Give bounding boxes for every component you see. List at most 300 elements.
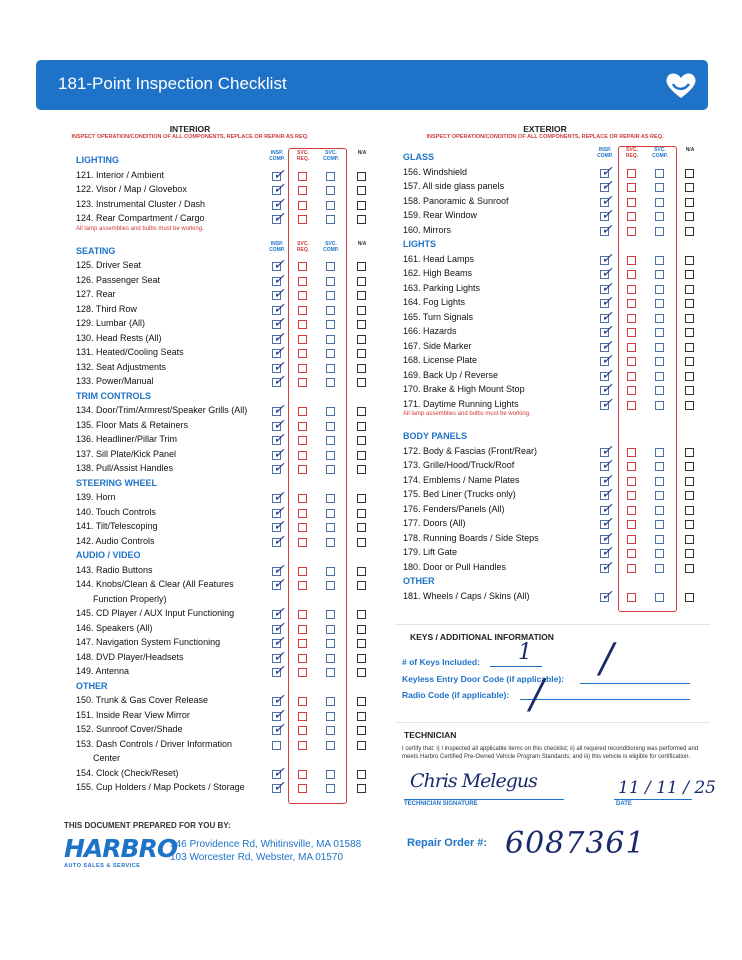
service-required-checkbox[interactable] — [298, 770, 307, 779]
interior-group-header: OTHER — [76, 680, 108, 691]
service-required-checkbox[interactable] — [627, 520, 636, 529]
keys-title: KEYS / ADDITIONAL INFORMATION — [410, 632, 554, 642]
service-completed-checkbox[interactable] — [326, 186, 335, 195]
interior-note: All lamp assemblies and bulbs must be working. — [76, 225, 204, 232]
na-checkbox[interactable] — [685, 169, 694, 178]
technician-certification: I certify that: i) I inspected all applicable items on this checklist; ii) all required reconditioning was performed and meets Harbro Certified Pre-Owned Vehicle Program Standards; and iii) this vehicle is eligible for certification. — [402, 746, 699, 760]
service-completed-checkbox[interactable] — [655, 212, 664, 221]
na-checkbox[interactable] — [357, 186, 366, 195]
service-completed-checkbox[interactable] — [655, 343, 664, 352]
na-checkbox[interactable] — [685, 183, 694, 192]
exterior-item-label: 157. All side glass panels — [403, 181, 505, 191]
na-checkbox[interactable] — [357, 581, 366, 590]
service-required-checkbox[interactable] — [298, 364, 307, 373]
na-checkbox[interactable] — [357, 741, 366, 750]
service-completed-checkbox[interactable] — [326, 172, 335, 181]
exterior-item-label: 169. Back Up / Reverse — [403, 369, 499, 380]
exterior-group-header: GLASS — [403, 152, 435, 162]
interior-item-label: 132. Seat Adjustments — [76, 361, 167, 372]
exterior-item-label: 160. Mirrors — [403, 224, 452, 235]
service-completed-checkbox[interactable] — [326, 712, 335, 721]
na-checkbox[interactable] — [357, 172, 366, 181]
service-completed-checkbox[interactable] — [326, 697, 335, 706]
service-completed-checkbox[interactable] — [326, 494, 335, 503]
service-required-checkbox[interactable] — [627, 328, 636, 337]
na-checkbox[interactable] — [357, 291, 366, 300]
service-required-checkbox[interactable] — [627, 299, 636, 308]
repair-order-label: Repair Order #: — [407, 837, 488, 849]
na-checkbox[interactable] — [357, 364, 366, 373]
na-checkbox[interactable] — [357, 201, 366, 210]
na-checkbox[interactable] — [357, 697, 366, 706]
service-completed-checkbox[interactable] — [326, 639, 335, 648]
na-checkbox[interactable] — [685, 549, 694, 558]
service-completed-checkbox[interactable] — [326, 741, 335, 750]
service-completed-checkbox[interactable] — [326, 625, 335, 634]
exterior-item-label: 156. Windshield — [403, 166, 468, 177]
service-required-checkbox[interactable] — [627, 564, 636, 573]
na-checkbox[interactable] — [685, 270, 694, 279]
exterior-item-label: 158. Panoramic & Sunroof — [403, 195, 509, 206]
na-checkbox[interactable] — [685, 285, 694, 294]
service-completed-checkbox[interactable] — [655, 270, 664, 279]
service-completed-checkbox[interactable] — [655, 314, 664, 323]
service-completed-checkbox[interactable] — [655, 401, 664, 410]
na-checkbox[interactable] — [357, 436, 366, 445]
interior-item-label: 144. Knobs/Clean & Clear (All Features — [76, 579, 234, 589]
exterior-item-label: 174. Emblems / Name Plates — [403, 474, 520, 485]
handwritten-check-icon: ✓ — [273, 459, 285, 475]
exterior-column-header: SVC. COMP. — [652, 147, 668, 159]
interior-item-label: 130. Head Rests (All) — [76, 332, 162, 343]
handwritten-check-icon: ✓ — [601, 543, 613, 559]
service-required-checkbox[interactable] — [298, 784, 307, 793]
service-completed-checkbox[interactable] — [655, 462, 664, 471]
exterior-item-label: 165. Turn Signals — [403, 311, 474, 322]
handwritten-check-icon: ✓ — [601, 528, 613, 545]
service-required-checkbox[interactable] — [627, 372, 636, 381]
signature-line — [404, 799, 564, 800]
interior-item-label: 142. Audio Controls — [76, 535, 155, 546]
service-required-checkbox[interactable] — [627, 343, 636, 352]
service-required-checkbox[interactable] — [298, 581, 307, 590]
interior-item-label: 137. Sill Plate/Kick Panel — [76, 448, 177, 459]
na-checkbox[interactable] — [357, 712, 366, 721]
signature-date[interactable]: 11 / 11 / 25 — [618, 778, 716, 798]
exterior-item-label: 159. Rear Window — [403, 210, 478, 220]
service-required-checkbox[interactable] — [298, 320, 307, 329]
na-checkbox[interactable] — [357, 784, 366, 793]
interior-item-label: Center — [93, 753, 121, 763]
handwritten-check-icon: ✓ — [273, 488, 285, 504]
heart-icon — [664, 70, 698, 100]
handwritten-check-icon: ✓ — [273, 357, 285, 374]
na-checkbox[interactable] — [685, 372, 694, 381]
service-completed-checkbox[interactable] — [655, 506, 664, 515]
na-checkbox[interactable] — [357, 306, 366, 315]
service-required-checkbox[interactable] — [627, 506, 636, 515]
exterior-item-label: 171. Daytime Running Lights — [403, 398, 519, 409]
na-checkbox[interactable] — [357, 378, 366, 387]
service-completed-checkbox[interactable] — [326, 262, 335, 271]
na-checkbox[interactable] — [357, 465, 366, 474]
service-required-checkbox[interactable] — [627, 593, 636, 602]
keyless-code-label: Keyless Entry Door Code (if applicable): — [402, 674, 565, 684]
service-completed-checkbox[interactable] — [326, 784, 335, 793]
service-completed-checkbox[interactable] — [326, 770, 335, 779]
interior-item-label: 141. Tilt/Telescoping — [76, 521, 158, 531]
interior-item-label: 148. DVD Player/Headsets — [76, 651, 184, 662]
service-completed-checkbox[interactable] — [655, 328, 664, 337]
service-required-checkbox[interactable] — [298, 654, 307, 663]
service-required-checkbox[interactable] — [298, 465, 307, 474]
na-checkbox[interactable] — [685, 328, 694, 337]
service-completed-checkbox[interactable] — [326, 407, 335, 416]
na-checkbox[interactable] — [357, 567, 366, 576]
service-required-checkbox[interactable] — [298, 567, 307, 576]
service-completed-checkbox[interactable] — [326, 378, 335, 387]
num-keys-line — [490, 666, 542, 667]
service-completed-checkbox[interactable] — [326, 422, 335, 431]
service-required-checkbox[interactable] — [298, 349, 307, 358]
na-checkbox[interactable] — [685, 491, 694, 500]
service-required-checkbox[interactable] — [298, 291, 307, 300]
handwritten-check-icon: ✓ — [273, 618, 285, 635]
na-checkbox[interactable] — [685, 564, 694, 573]
handwritten-check-icon: ✓ — [273, 415, 285, 432]
service-completed-checkbox[interactable] — [655, 285, 664, 294]
exterior-item-label: 164. Fog Lights — [403, 297, 466, 307]
handwritten-check-icon: ✓ — [273, 763, 285, 780]
na-checkbox[interactable] — [685, 448, 694, 457]
handwritten-check-icon: ✓ — [601, 206, 613, 222]
repair-order-value[interactable]: 6087361 — [505, 826, 646, 861]
interior-group-header: AUDIO / VIDEO — [76, 550, 141, 560]
na-checkbox[interactable] — [357, 639, 366, 648]
service-required-checkbox[interactable] — [298, 378, 307, 387]
handwritten-check-icon: ✓ — [273, 194, 285, 211]
logo-text: HARBRO — [64, 834, 178, 863]
service-required-checkbox[interactable] — [298, 523, 307, 532]
na-checkbox[interactable] — [685, 506, 694, 515]
service-completed-checkbox[interactable] — [655, 183, 664, 192]
radio-code-line — [520, 699, 690, 700]
inspected-checkbox[interactable] — [272, 741, 281, 750]
na-checkbox[interactable] — [357, 320, 366, 329]
na-checkbox[interactable] — [685, 299, 694, 308]
service-completed-checkbox[interactable] — [326, 291, 335, 300]
service-required-checkbox[interactable] — [298, 494, 307, 503]
interior-item-label: 124. Rear Compartment / Cargo — [76, 213, 205, 223]
na-checkbox[interactable] — [357, 625, 366, 634]
handwritten-check-icon: ✓ — [601, 293, 613, 309]
handwritten-check-icon: ✓ — [601, 162, 613, 179]
prepared-by-label: THIS DOCUMENT PREPARED FOR YOU BY: — [64, 821, 231, 830]
service-required-checkbox[interactable] — [298, 625, 307, 634]
service-required-checkbox[interactable] — [627, 169, 636, 178]
interior-item-label: 125. Driver Seat — [76, 260, 142, 270]
service-completed-checkbox[interactable] — [655, 386, 664, 395]
na-checkbox[interactable] — [685, 314, 694, 323]
exterior-item-label: 163. Parking Lights — [403, 282, 481, 293]
service-completed-checkbox[interactable] — [655, 227, 664, 236]
na-checkbox[interactable] — [685, 477, 694, 486]
service-required-checkbox[interactable] — [627, 448, 636, 457]
na-checkbox[interactable] — [357, 610, 366, 619]
service-required-checkbox[interactable] — [627, 462, 636, 471]
interior-item-label: 153. Dash Controls / Driver Information — [76, 738, 233, 749]
handwritten-check-icon: ✓ — [601, 456, 613, 472]
interior-group-header: SEATING — [76, 245, 116, 256]
service-completed-checkbox[interactable] — [326, 726, 335, 735]
service-required-checkbox[interactable] — [298, 610, 307, 619]
service-required-checkbox[interactable] — [298, 436, 307, 445]
na-checkbox[interactable] — [685, 256, 694, 265]
handwritten-check-icon: ✓ — [601, 336, 613, 353]
service-required-checkbox[interactable] — [298, 509, 307, 518]
na-checkbox[interactable] — [357, 523, 366, 532]
service-required-checkbox[interactable] — [627, 535, 636, 544]
interior-item-label: 131. Heated/Cooling Seats — [76, 347, 184, 357]
service-required-checkbox[interactable] — [298, 186, 307, 195]
service-required-checkbox[interactable] — [298, 277, 307, 286]
handwritten-check-icon: ✓ — [601, 441, 613, 458]
interior-column-header: SVC. REQ. — [296, 240, 310, 253]
num-keys-label: # of Keys Included: — [402, 657, 480, 667]
service-completed-checkbox[interactable] — [326, 668, 335, 677]
technician-signature[interactable]: Chris Melegus — [410, 770, 537, 792]
handwritten-check-icon: ✓ — [273, 575, 285, 591]
na-checkbox[interactable] — [685, 535, 694, 544]
service-required-checkbox[interactable] — [298, 697, 307, 706]
service-required-checkbox[interactable] — [627, 549, 636, 558]
service-completed-checkbox[interactable] — [326, 610, 335, 619]
exterior-item-label: 172. Body & Fascias (Front/Rear) — [403, 445, 538, 456]
handwritten-check-icon: ✓ — [601, 499, 613, 516]
service-completed-checkbox[interactable] — [655, 198, 664, 207]
service-completed-checkbox[interactable] — [326, 215, 335, 224]
service-required-checkbox[interactable] — [627, 183, 636, 192]
harbro-logo — [64, 834, 177, 869]
service-required-checkbox[interactable] — [298, 407, 307, 416]
handwritten-check-icon: ✓ — [273, 209, 285, 225]
service-completed-checkbox[interactable] — [655, 256, 664, 265]
service-completed-checkbox[interactable] — [655, 372, 664, 381]
exterior-column-header: N/A — [685, 147, 695, 153]
service-completed-checkbox[interactable] — [655, 564, 664, 573]
service-completed-checkbox[interactable] — [655, 520, 664, 529]
interior-item-label: 135. Floor Mats & Retainers — [76, 419, 189, 430]
na-checkbox[interactable] — [685, 198, 694, 207]
na-checkbox[interactable] — [685, 386, 694, 395]
service-completed-checkbox[interactable] — [326, 201, 335, 210]
radio-code-value[interactable]: / — [530, 672, 544, 718]
na-checkbox[interactable] — [357, 349, 366, 358]
service-required-checkbox[interactable] — [298, 451, 307, 460]
handwritten-check-icon: ✓ — [273, 314, 285, 330]
handwritten-check-icon: ✓ — [601, 365, 613, 382]
na-checkbox[interactable] — [357, 215, 366, 224]
exterior-column-header: SVC. REQ. — [625, 147, 639, 159]
service-required-checkbox[interactable] — [627, 270, 636, 279]
interior-item-label: 155. Cup Holders / Map Pockets / Storage — [76, 782, 245, 792]
interior-item-label: 122. Visor / Map / Glovebox — [76, 184, 187, 194]
service-required-checkbox[interactable] — [298, 422, 307, 431]
address-block — [170, 838, 361, 864]
handwritten-check-icon: ✓ — [273, 372, 285, 388]
interior-group-header: TRIM CONTROLS — [76, 390, 151, 401]
handwritten-check-icon: ✓ — [273, 705, 285, 722]
na-checkbox[interactable] — [685, 227, 694, 236]
handwritten-check-icon: ✓ — [601, 470, 613, 487]
service-completed-checkbox[interactable] — [326, 349, 335, 358]
service-completed-checkbox[interactable] — [326, 306, 335, 315]
service-completed-checkbox[interactable] — [326, 465, 335, 474]
service-required-checkbox[interactable] — [627, 285, 636, 294]
service-completed-checkbox[interactable] — [655, 169, 664, 178]
service-required-checkbox[interactable] — [627, 401, 636, 410]
address-line-1: 546 Providence Rd, Whitinsville, MA 01588 — [170, 839, 362, 850]
handwritten-check-icon: ✓ — [273, 165, 285, 182]
service-required-checkbox[interactable] — [298, 726, 307, 735]
service-required-checkbox[interactable] — [298, 172, 307, 181]
service-completed-checkbox[interactable] — [655, 549, 664, 558]
interior-item-label: 146. Speakers (All) — [76, 622, 153, 633]
keyless-code-value[interactable]: / — [600, 636, 614, 682]
na-checkbox[interactable] — [685, 401, 694, 410]
service-completed-checkbox[interactable] — [326, 538, 335, 547]
exterior-item-label: 175. Bed Liner (Trucks only) — [403, 489, 516, 499]
service-required-checkbox[interactable] — [627, 227, 636, 236]
handwritten-check-icon: ✓ — [273, 343, 285, 359]
na-checkbox[interactable] — [357, 262, 366, 271]
handwritten-check-icon: ✓ — [601, 264, 613, 280]
handwritten-check-icon: ✓ — [601, 307, 613, 324]
service-required-checkbox[interactable] — [298, 215, 307, 224]
service-completed-checkbox[interactable] — [655, 448, 664, 457]
handwritten-check-icon: ✓ — [273, 270, 285, 287]
service-completed-checkbox[interactable] — [655, 535, 664, 544]
exterior-group-header: LIGHTS — [403, 239, 436, 249]
handwritten-check-icon: ✓ — [601, 557, 613, 574]
handwritten-check-icon: ✓ — [273, 180, 285, 196]
interior-group-header: STEERING WHEEL — [76, 477, 158, 488]
handwritten-check-icon: ✓ — [273, 633, 285, 649]
service-required-checkbox[interactable] — [298, 201, 307, 210]
interior-item-label: 145. CD Player / AUX Input Functioning — [76, 608, 235, 618]
service-required-checkbox[interactable] — [627, 198, 636, 207]
service-completed-checkbox[interactable] — [655, 299, 664, 308]
service-required-checkbox[interactable] — [627, 256, 636, 265]
handwritten-check-icon: ✓ — [601, 278, 613, 295]
exterior-item-label: 166. Hazards — [403, 326, 457, 336]
na-checkbox[interactable] — [357, 509, 366, 518]
handwritten-check-icon: ✓ — [273, 720, 285, 736]
service-required-checkbox[interactable] — [298, 262, 307, 271]
handwritten-check-icon: ✓ — [601, 177, 613, 193]
page-title: 181-Point Inspection Checklist — [58, 74, 287, 93]
handwritten-check-icon: ✓ — [273, 604, 285, 620]
na-checkbox[interactable] — [357, 451, 366, 460]
service-completed-checkbox[interactable] — [655, 357, 664, 366]
service-completed-checkbox[interactable] — [326, 320, 335, 329]
service-required-checkbox[interactable] — [298, 741, 307, 750]
interior-item-label: 140. Touch Controls — [76, 506, 156, 517]
exterior-item-label: 176. Fenders/Panels (All) — [403, 503, 505, 514]
service-required-checkbox[interactable] — [627, 491, 636, 500]
service-required-checkbox[interactable] — [627, 212, 636, 221]
handwritten-check-icon: ✓ — [273, 691, 285, 707]
na-checkbox[interactable] — [357, 654, 366, 663]
service-completed-checkbox[interactable] — [326, 277, 335, 286]
service-completed-checkbox[interactable] — [326, 654, 335, 663]
na-checkbox[interactable] — [357, 726, 366, 735]
na-checkbox[interactable] — [685, 462, 694, 471]
service-required-checkbox[interactable] — [298, 712, 307, 721]
service-completed-checkbox[interactable] — [326, 567, 335, 576]
service-completed-checkbox[interactable] — [326, 364, 335, 373]
interior-item-label: 121. Interior / Ambient — [76, 169, 165, 180]
interior-item-label: 128. Third Row — [76, 303, 137, 314]
interior-column-header: N/A — [357, 240, 367, 247]
handwritten-check-icon: ✓ — [273, 531, 285, 548]
service-required-checkbox[interactable] — [298, 306, 307, 315]
na-checkbox[interactable] — [685, 343, 694, 352]
exterior-header — [400, 124, 690, 140]
interior-column-header: INSP. COMP. — [269, 240, 285, 253]
service-completed-checkbox[interactable] — [326, 451, 335, 460]
service-completed-checkbox[interactable] — [655, 593, 664, 602]
na-checkbox[interactable] — [357, 422, 366, 431]
interior-column-header: INSP. COMP. — [269, 150, 285, 162]
service-completed-checkbox[interactable] — [326, 509, 335, 518]
na-checkbox[interactable] — [357, 407, 366, 416]
service-required-checkbox[interactable] — [627, 386, 636, 395]
interior-item-label: 150. Trunk & Gas Cover Release — [76, 695, 209, 705]
service-completed-checkbox[interactable] — [655, 477, 664, 486]
service-completed-checkbox[interactable] — [655, 491, 664, 500]
service-required-checkbox[interactable] — [298, 538, 307, 547]
service-required-checkbox[interactable] — [298, 335, 307, 344]
exterior-title: EXTERIOR — [523, 124, 567, 134]
service-completed-checkbox[interactable] — [326, 523, 335, 532]
service-completed-checkbox[interactable] — [326, 581, 335, 590]
service-required-checkbox[interactable] — [298, 639, 307, 648]
service-completed-checkbox[interactable] — [326, 335, 335, 344]
na-checkbox[interactable] — [685, 357, 694, 366]
handwritten-check-icon: ✓ — [601, 351, 613, 367]
na-checkbox[interactable] — [357, 538, 366, 547]
na-checkbox[interactable] — [685, 212, 694, 221]
na-checkbox[interactable] — [357, 494, 366, 503]
na-checkbox[interactable] — [685, 593, 694, 602]
handwritten-check-icon: ✓ — [273, 328, 285, 345]
service-completed-checkbox[interactable] — [326, 436, 335, 445]
na-checkbox[interactable] — [357, 335, 366, 344]
service-required-checkbox[interactable] — [298, 668, 307, 677]
service-required-checkbox[interactable] — [627, 357, 636, 366]
interior-item-label: 136. Headliner/Pillar Trim — [76, 434, 178, 444]
na-checkbox[interactable] — [357, 277, 366, 286]
interior-item-label: 152. Sunroof Cover/Shade — [76, 724, 183, 734]
service-required-checkbox[interactable] — [627, 477, 636, 486]
na-checkbox[interactable] — [357, 770, 366, 779]
na-checkbox[interactable] — [357, 668, 366, 677]
na-checkbox[interactable] — [685, 520, 694, 529]
num-keys-value[interactable]: 1 — [518, 640, 532, 665]
exterior-item-label: 181. Wheels / Caps / Skins (All) — [403, 590, 530, 601]
service-required-checkbox[interactable] — [627, 314, 636, 323]
